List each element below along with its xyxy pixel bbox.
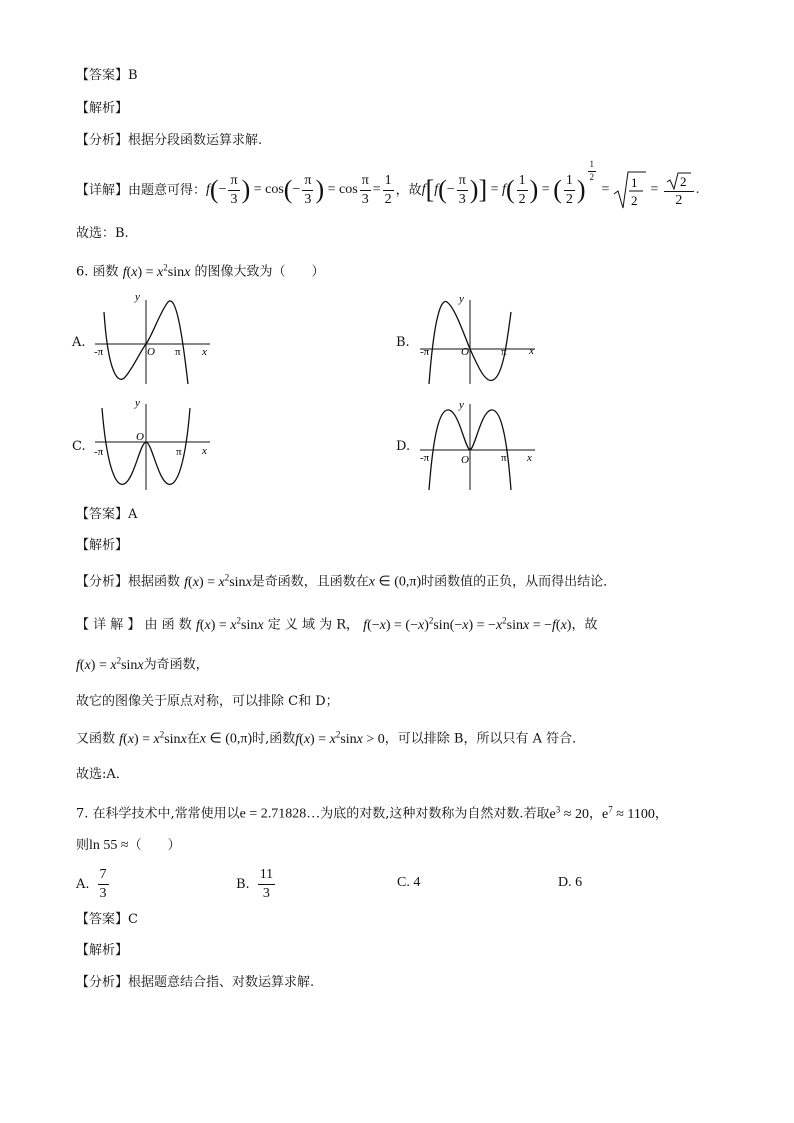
q5-formula-1: f(− $\frac{\pi}{3}$ ) = cos(− $\frac{\pi}{3}$ ) = cos $\frac{\pi}{3}$ = $\frac{1}{2}$ [206, 173, 392, 207]
q6-detail-line1 [76, 616, 597, 633]
q7-option-a-den: 3 [99, 885, 107, 901]
axis-x-label: x [529, 345, 534, 357]
axis-origin-label: O [461, 454, 469, 466]
sqrt-two-icon [666, 172, 692, 190]
q6-stem [76, 263, 324, 280]
q7-option-b [236, 866, 277, 902]
q6-fenxi [76, 573, 616, 590]
q6-detail-formula-1: $f(x) = x^2\sin x$ [195, 615, 264, 633]
q7-stem-line2 [76, 839, 181, 853]
q6-fenxi-interval: x ∈ (0,π) [368, 574, 422, 590]
axis-neg-pi-label: -π [420, 452, 430, 464]
q6-stem-prefix: 6. 函数 [76, 264, 119, 280]
q7-ln55: ln 55 ≈ [89, 838, 129, 853]
q6-detail-c: ，故 [571, 617, 598, 633]
q6-graph-c [90, 398, 215, 493]
q6-line4-d: ，可以排除 B，所以只有 A 符合． [384, 731, 586, 747]
q6-option-a-label: A. [72, 335, 86, 350]
q6-fenxi-formula: $f(x) = x^2\sin x$ [184, 572, 252, 590]
axis-pi-label: π [501, 346, 507, 358]
q7-option-b-label: B. [236, 876, 250, 892]
q6-line4-formula-1: $f(x) = x^2\sin x$ [119, 729, 187, 747]
q6-answer: 【答案】A [76, 507, 138, 522]
q5-detail-label: 【详解】由题意可得： [76, 182, 207, 198]
q6-line4-a: 又函数 [76, 731, 116, 747]
q7-option-b-den: 3 [262, 885, 270, 901]
axis-x-label: x [202, 445, 207, 457]
q7-fenxi: 【分析】根据题意结合指、对数运算求解. [76, 975, 315, 990]
q7-option-b-frac [258, 867, 275, 901]
q6-graph-d [415, 398, 540, 493]
q6-choose: 故选:A． [76, 767, 129, 782]
q6-fenxi-c: 时函数值的正负，从而得出结论． [421, 574, 617, 590]
q7-e3-approx: $e^3 \approx 20$ [549, 804, 589, 822]
q6-option-d-label: D. [396, 439, 411, 454]
svg-text:1: 1 [630, 175, 638, 190]
axis-neg-pi-label: -π [94, 446, 104, 458]
q6-graph-b [415, 292, 540, 387]
axis-x-label: x [527, 452, 532, 464]
axis-pi-label: π [501, 452, 507, 464]
axis-pi-label: π [175, 346, 181, 358]
q6-stem-suffix: 的图像大致为（ ） [194, 264, 325, 280]
axis-y-label: y [135, 292, 140, 303]
axis-neg-pi-label: -π [420, 346, 430, 358]
q6-stem-formula: $f(x) = x^2\sin x$ [122, 262, 191, 280]
q6-line4-c: 时,函数 [252, 731, 296, 747]
axis-origin-label: O [461, 346, 469, 358]
q7-answer: 【答案】C [76, 912, 138, 927]
axis-y-label: y [459, 293, 464, 305]
q5-detail-gu: ，故 [395, 182, 422, 198]
q7-option-a-frac [98, 867, 109, 901]
q6-detail-line4 [76, 730, 585, 747]
axis-origin-label: O [136, 431, 144, 443]
sqrt-half-icon [613, 170, 647, 210]
axis-x-label: x [202, 346, 207, 358]
q6-detail-line2 [76, 656, 209, 673]
q7-option-a [76, 866, 111, 902]
q6-option-c-label: C. [72, 439, 86, 454]
q7-jiexi-heading: 【解析】 [76, 943, 129, 958]
q5-fenxi: 【分析】根据分段函数运算求解. [76, 133, 263, 148]
svg-text:2: 2 [679, 173, 687, 189]
q7-stem-c: ， [588, 806, 602, 822]
q7-stem-line2-a: 则 [76, 838, 90, 853]
q7-stem-line2-b: （ ） [128, 838, 181, 853]
q6-detail-a: 【 详 解 】 由 函 数 [76, 617, 192, 633]
q7-stem-b: 为底的对数,这种对数称为自然对数.若取 [320, 806, 550, 822]
q7-option-a-label: A. [76, 876, 90, 892]
q5-detail-line [76, 159, 700, 212]
q6-fenxi-a: 【分析】根据函数 [76, 574, 181, 590]
q7-option-d: D. 6 [558, 875, 583, 890]
svg-text:2: 2 [630, 193, 638, 208]
q6-jiexi-heading: 【解析】 [76, 538, 129, 553]
q7-option-b-num: 11 [258, 867, 275, 884]
q5-answer: 【答案】B [76, 68, 138, 83]
q6-line4-interval: x ∈ (0,π) [199, 731, 253, 747]
q5-formula-2: f[f(− $\frac{\pi}{3}$ )] = f( $\frac{1}{2}$ ) = ( $\frac{1}{2}$ ) $^{\frac{1}{2}}$ = 1 2 = $\frac{2}{2}$ . [421, 159, 700, 208]
axis-y-label: y [459, 399, 464, 411]
axis-y-label: y [135, 398, 140, 409]
q6-line4-formula-2: $f(x) = x^2\sin x > 0$ [295, 729, 385, 747]
axis-origin-label: O [147, 346, 155, 358]
q6-line2-suffix: 为奇函数， [143, 657, 209, 673]
q6-detail-line3: 故它的图像关于原点对称，可以排除 C和 D； [76, 694, 339, 709]
axis-neg-pi-label: -π [94, 346, 104, 358]
q7-option-c: C. 4 [397, 875, 421, 890]
q6-fenxi-b: 是奇函数，且函数在 [251, 574, 369, 590]
q7-stem-line1: 7. 在科学技术中,常常使用以e = 2.71828…为底的对数,这种对数称为自然对数.若取$e^3 \approx 20$，$e^7 \approx 1100$， [76, 804, 668, 822]
q5-jiexi-heading: 【解析】 [76, 101, 129, 116]
q7-e-value: e = 2.71828… [239, 806, 321, 822]
q6-detail-formula-2: $f(-x) = (-x)^2\sin(-x) = -x^2\sin x = -f(x)$ [363, 615, 572, 633]
q6-option-b-label: B. [396, 335, 410, 350]
q6-graph-a [90, 292, 215, 387]
q5-choose: 故选：B. [76, 226, 129, 241]
q7-e7-approx: $e^7 \approx 1100$ [601, 804, 655, 822]
q7-option-a-num: 7 [98, 867, 109, 884]
q6-detail-formula-3: $f(x) = x^2\sin x$ [76, 655, 144, 673]
q6-line4-b: 在 [186, 731, 200, 747]
axis-pi-label: π [176, 446, 182, 458]
q7-stem-a: 7. 在科学技术中,常常使用以 [76, 806, 240, 822]
q6-detail-b: 定 义 域 为 R， [267, 617, 360, 633]
